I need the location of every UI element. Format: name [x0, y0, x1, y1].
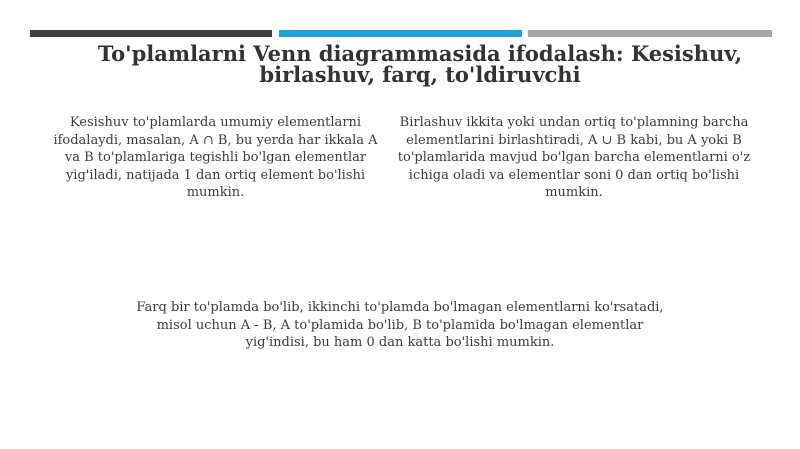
- accent-bar-blue: [279, 30, 522, 37]
- accent-bar-dark: [30, 30, 272, 37]
- slide-title: To'plamlarni Venn diagrammasida ifodalash: Kesishuv, birlashuv, farq, to'ldiruvchi: [97, 41, 743, 87]
- difference-paragraph: Farq bir to'plamda bo'lib, ikkinchi to'plamda bo'lmagan elementlarni ko'rsatadi, misol uchun A - B, A to'plamida bo'lib, B to'plamida bo'lmagan elementlar yig'indisi, bu ham 0 dan katta bo'lishi mumkin.: [136, 300, 664, 350]
- top-accent-bars: [30, 30, 772, 37]
- union-paragraph: Birlashuv ikkita yoki undan ortiq to'plamning barcha elementlarini birlashtiradi, A ∪ B kabi, bu A yoki B to'plamlarida mavjud bo'lgan barcha elementlarni o'z ichiga oladi va elementlar soni 0 dan ortiq bo'lishi mumkin.: [397, 115, 751, 200]
- intersection-paragraph: Kesishuv to'plamlarda umumiy elementlarni ifodalaydi, masalan, A ∩ B, bu yerda har ikkala A va B to'plamlariga tegishli bo'lgan elementlar yig'iladi, natijada 1 dan ortiq element bo'lishi mumkin.: [53, 115, 378, 200]
- accent-bar-gray: [528, 30, 772, 37]
